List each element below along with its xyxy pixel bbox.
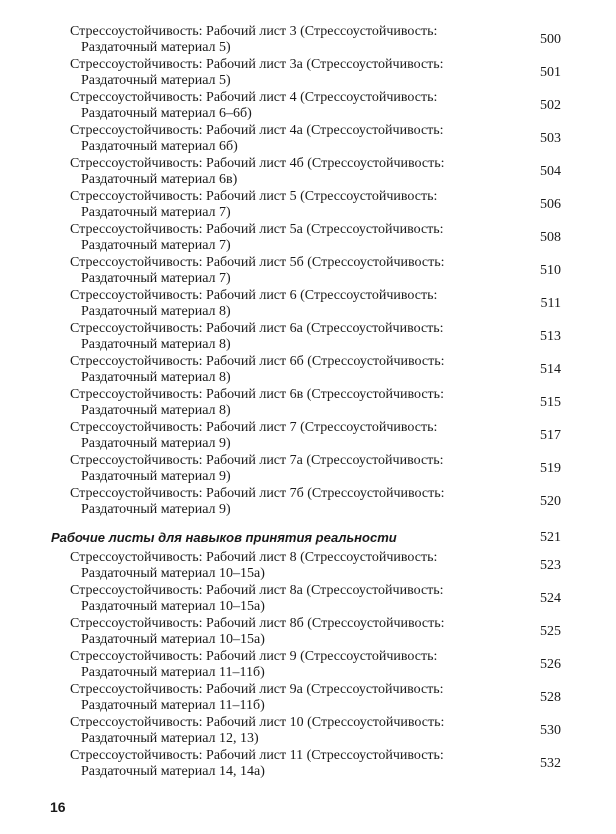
toc-entry-line-2: Раздаточный материал 7) (81, 271, 231, 286)
toc-entry-line-2: Раздаточный материал 6–6б) (81, 106, 252, 121)
toc-entry (0, 616, 616, 649)
toc-entry-page-number: 503 (540, 131, 561, 146)
toc-entry-page-number: 508 (540, 230, 561, 245)
toc-entry-line-1: Стрессоустойчивость: Рабочий лист 6б (Стрессоустойчивость: (70, 354, 445, 369)
toc-entry (0, 123, 616, 156)
toc-entry-page-number: 530 (540, 723, 561, 738)
toc-entry (0, 57, 616, 90)
toc-entry-line-1: Стрессоустойчивость: Рабочий лист 5 (Стрессоустойчивость: (70, 189, 438, 204)
toc-entry-page-number: 523 (540, 558, 561, 573)
toc-entry-line-1: Стрессоустойчивость: Рабочий лист 5а (Стрессоустойчивость: (70, 222, 444, 237)
toc-entry-line-2: Раздаточный материал 8) (81, 370, 231, 385)
page-folio: 16 (50, 799, 66, 815)
toc-entry (0, 486, 616, 519)
toc-entry-line-2: Раздаточный материал 7) (81, 205, 231, 220)
toc-entry (0, 321, 616, 354)
toc-entry (0, 682, 616, 715)
toc-entry-line-2: Раздаточный материал 11–11б) (81, 698, 265, 713)
toc-entry (0, 715, 616, 748)
toc-entry (0, 649, 616, 682)
toc-entry-page-number: 513 (540, 329, 561, 344)
section-title: Рабочие листы для навыков принятия реальности (51, 530, 397, 545)
toc-entry-page-number: 517 (540, 428, 561, 443)
toc-entry-line-2: Раздаточный материал 14, 14а) (81, 764, 265, 779)
toc-entry-page-number: 526 (540, 657, 561, 672)
toc-entry-line-1: Стрессоустойчивость: Рабочий лист 11 (Стрессоустойчивость: (70, 748, 444, 763)
toc-entry-line-2: Раздаточный материал 5) (81, 40, 231, 55)
toc-entry-line-1: Стрессоустойчивость: Рабочий лист 8 (Стрессоустойчивость: (70, 550, 438, 565)
toc-entry-line-2: Раздаточный материал 8) (81, 403, 231, 418)
toc-entry-line-1: Стрессоустойчивость: Рабочий лист 6а (Стрессоустойчивость: (70, 321, 444, 336)
toc-entry (0, 420, 616, 453)
toc-entry (0, 189, 616, 222)
toc-section-heading (51, 530, 561, 548)
toc-entry-page-number: 520 (540, 494, 561, 509)
toc-entry-page-number: 532 (540, 756, 561, 771)
toc-entry-page-number: 514 (540, 362, 561, 377)
toc-entry (0, 90, 616, 123)
toc-entry-line-2: Раздаточный материал 8) (81, 337, 231, 352)
section-page-number: 521 (540, 530, 561, 545)
toc-entry (0, 453, 616, 486)
toc-entry-page-number: 501 (540, 65, 561, 80)
toc-entry-line-2: Раздаточный материал 11–11б) (81, 665, 265, 680)
toc-entry-page-number: 500 (540, 32, 561, 47)
toc-entry (0, 387, 616, 420)
toc-entry-page-number: 515 (540, 395, 561, 410)
toc-entry-line-2: Раздаточный материал 10–15а) (81, 599, 265, 614)
toc-entries-group-1 (0, 24, 616, 519)
toc-entry-line-2: Раздаточный материал 6б) (81, 139, 238, 154)
toc-entry-line-2: Раздаточный материал 9) (81, 436, 231, 451)
toc-entry (0, 583, 616, 616)
toc-entry-line-1: Стрессоустойчивость: Рабочий лист 8а (Стрессоустойчивость: (70, 583, 444, 598)
toc-entry-line-1: Стрессоустойчивость: Рабочий лист 6 (Стрессоустойчивость: (70, 288, 438, 303)
toc-entry-page-number: 510 (540, 263, 561, 278)
toc-entry-line-1: Стрессоустойчивость: Рабочий лист 7б (Стрессоустойчивость: (70, 486, 445, 501)
toc-entry-line-1: Стрессоустойчивость: Рабочий лист 4б (Стрессоустойчивость: (70, 156, 445, 171)
toc-entry-page-number: 506 (540, 197, 561, 212)
toc-entry (0, 24, 616, 57)
toc-entry-line-2: Раздаточный материал 9) (81, 502, 231, 517)
toc-entry-line-1: Стрессоустойчивость: Рабочий лист 9 (Стрессоустойчивость: (70, 649, 438, 664)
toc-entry-line-2: Раздаточный материал 8) (81, 304, 231, 319)
toc-entry-line-2: Раздаточный материал 10–15а) (81, 632, 265, 647)
toc-entry-page-number: 502 (540, 98, 561, 113)
toc-entry-page-number: 528 (540, 690, 561, 705)
toc-entries-group-2 (0, 550, 616, 781)
toc-entry (0, 748, 616, 781)
toc-entry (0, 354, 616, 387)
toc-entry-line-1: Стрессоустойчивость: Рабочий лист 8б (Стрессоустойчивость: (70, 616, 445, 631)
toc-entry-line-1: Стрессоустойчивость: Рабочий лист 5б (Стрессоустойчивость: (70, 255, 445, 270)
toc-entry-page-number: 519 (540, 461, 561, 476)
toc-entry-page-number: 511 (540, 296, 561, 311)
toc-entry-line-2: Раздаточный материал 5) (81, 73, 231, 88)
toc-entry-line-1: Стрессоустойчивость: Рабочий лист 4 (Стрессоустойчивость: (70, 90, 438, 105)
toc-entry-line-2: Раздаточный материал 6в) (81, 172, 238, 187)
toc-entry-line-1: Стрессоустойчивость: Рабочий лист 6в (Стрессоустойчивость: (70, 387, 444, 402)
toc-entry-line-2: Раздаточный материал 10–15а) (81, 566, 265, 581)
toc-entry-line-2: Раздаточный материал 12, 13) (81, 731, 259, 746)
toc-entry-line-1: Стрессоустойчивость: Рабочий лист 3 (Стрессоустойчивость: (70, 24, 438, 39)
toc-entry-page-number: 524 (540, 591, 561, 606)
toc-entry (0, 550, 616, 583)
toc-entry-line-2: Раздаточный материал 7) (81, 238, 231, 253)
toc-entry-line-1: Стрессоустойчивость: Рабочий лист 4а (Стрессоустойчивость: (70, 123, 444, 138)
toc-entry (0, 288, 616, 321)
toc-entry-line-1: Стрессоустойчивость: Рабочий лист 3а (Стрессоустойчивость: (70, 57, 444, 72)
toc-entry (0, 222, 616, 255)
toc-entry-line-1: Стрессоустойчивость: Рабочий лист 7 (Стрессоустойчивость: (70, 420, 438, 435)
toc-entry-page-number: 525 (540, 624, 561, 639)
toc-entry-line-1: Стрессоустойчивость: Рабочий лист 7а (Стрессоустойчивость: (70, 453, 444, 468)
toc-entry (0, 255, 616, 288)
toc-entry (0, 156, 616, 189)
toc-entry-line-1: Стрессоустойчивость: Рабочий лист 10 (Стрессоустойчивость: (70, 715, 445, 730)
toc-entry-line-1: Стрессоустойчивость: Рабочий лист 9а (Стрессоустойчивость: (70, 682, 444, 697)
toc-entry-line-2: Раздаточный материал 9) (81, 469, 231, 484)
toc-entry-page-number: 504 (540, 164, 561, 179)
